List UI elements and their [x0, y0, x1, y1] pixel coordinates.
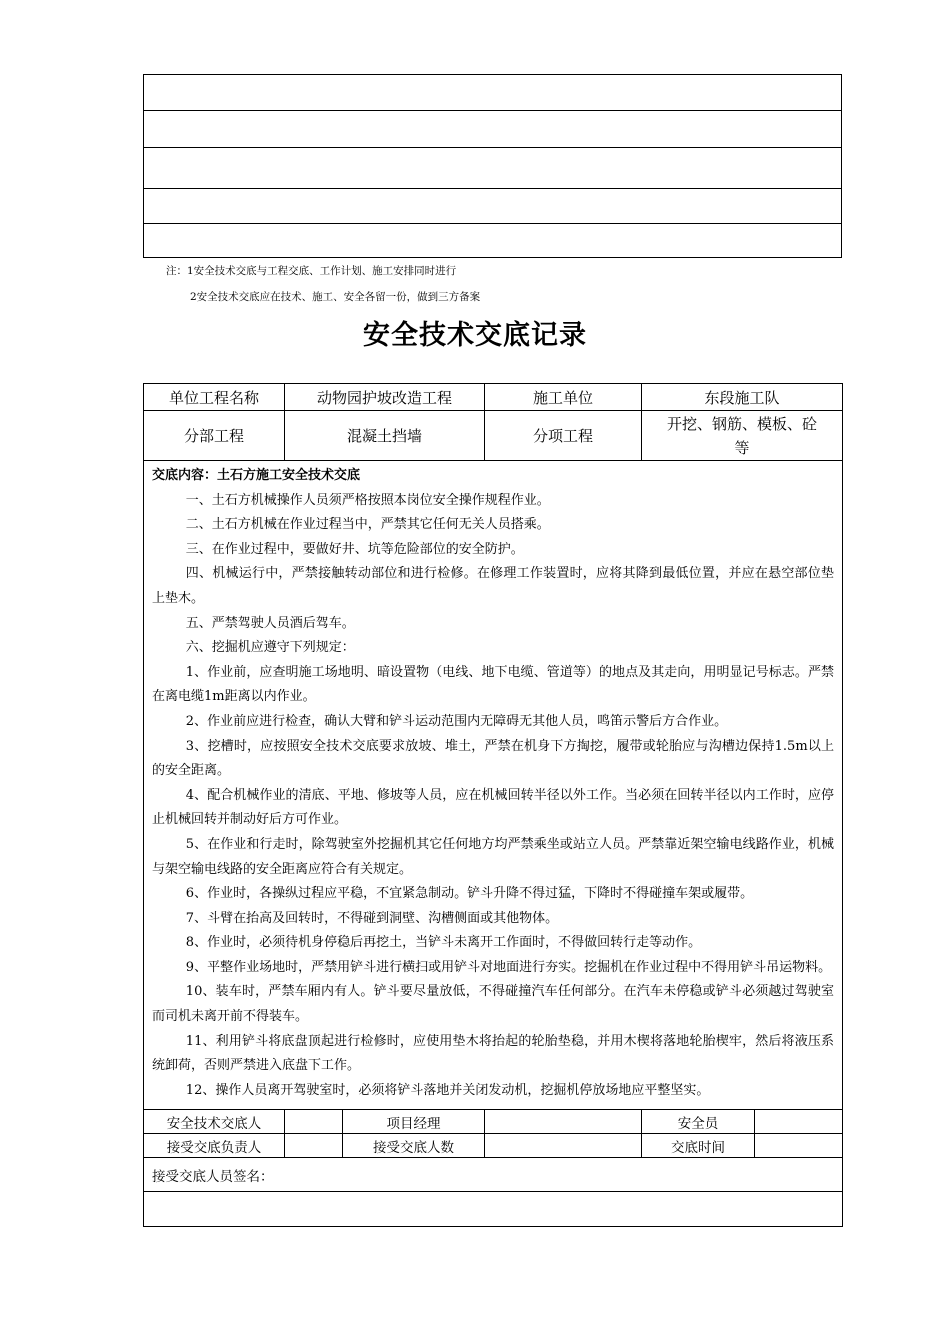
division-label: 分部工程	[144, 411, 285, 461]
content-paragraph: 六、挖掘机应遵守下列规定：	[185, 640, 355, 656]
content-paragraph: 9、平整作业场地时，严禁用铲斗进行横扫或用铲斗对地面进行夯实。挖掘机在作业过程中不得用铲斗吊运物料。	[185, 959, 832, 975]
content-paragraph: 11、利用铲斗将底盘顶起进行检修时，应使用垫木将抬起的轮胎垫稳，并用木楔将落地轮胎楔牢，然后将液压系统卸荷，否则严禁进入底盘下工作。	[152, 1033, 835, 1074]
content-paragraph: 四、机械运行中，严禁接触转动部位和进行检修。在修理工作装置时，应将其降到最低位置，并应在悬空部位垫上垫木。	[152, 566, 835, 606]
content-paragraph: 6、作业时，各操纵过程应平稳，不宜紧急制动。铲斗升降不得过猛，下降时不得碰撞车架或履带。	[185, 886, 754, 902]
blank-row	[144, 75, 842, 111]
content-paragraph: 2、作业前应进行检查，确认大臂和铲斗运动范围内无障碍无其他人员，鸣笛示警后方合作业。	[185, 713, 728, 729]
discloser-label: 安全技术交底人	[144, 1110, 285, 1134]
disclosure-content	[144, 461, 843, 1110]
subitem-value-line2: 等	[734, 438, 750, 457]
content-paragraph: 10、装车时，严禁车厢内有人。铲斗要尽量放低，不得碰撞汽车任何部分。在汽车未停稳或铲斗必须越过驾驶室而司机未离开前不得装车。	[152, 984, 835, 1025]
manager-label: 项目经理	[343, 1110, 485, 1134]
subitem-value-line1: 开挖、钢筋、模板、砼	[667, 414, 818, 433]
content-paragraph: 3、挖槽时，应按照安全技术交底要求放坡、堆土，严禁在机身下方掏挖，履带或轮胎应与沟槽边保持1.5m以上的安全距离。	[152, 738, 835, 779]
content-paragraph: 1、作业前，应查明施工场地明、暗设置物（电线、地下电缆、管道等）的地点及其走向，用明显记号标志。严禁在离电缆1m距离以内作业。	[152, 664, 835, 705]
unit-project-value: 动物园护坡改造工程	[285, 384, 485, 411]
content-paragraph: 8、作业时，必须待机身停稳后再挖土，当铲斗未离开工作面时，不得做回转行走等动作。	[185, 935, 702, 951]
content-paragraph: 5、在作业和行走时，除驾驶室外挖掘机其它任何地方均严禁乘坐或站立人员。严禁靠近架空输电线路作业，机械与架空输电线路的安全距离应符合有关规定。	[152, 836, 835, 877]
content-paragraph: 4、配合机械作业的清底、平地、修坡等人员，应在机械回转半径以外工作。当必须在回转半径以内工作时，应停止机械回转并制动好后方可作业。	[152, 787, 835, 828]
blank-row	[144, 189, 842, 224]
receiver-sign-label: 接受交底人员签名：	[144, 1158, 843, 1192]
safety-officer-value[interactable]	[755, 1110, 843, 1134]
content-paragraph: 二、土石方机械在作业过程当中，严禁其它任何无关人员搭乘。	[185, 517, 550, 533]
note-2: 2安全技术交底应在技术、施工、安全各留一份，做到三方备案	[190, 291, 481, 303]
unit-project-label: 单位工程名称	[144, 384, 285, 411]
blank-row	[144, 224, 842, 258]
time-label: 交底时间	[642, 1134, 755, 1158]
receiver-count-value[interactable]	[485, 1134, 642, 1158]
manager-value[interactable]	[485, 1110, 642, 1134]
receiver-lead-value[interactable]	[285, 1134, 343, 1158]
safety-officer-label: 安全员	[642, 1110, 755, 1134]
division-value: 混凝土挡墙	[285, 411, 485, 461]
content-heading: 交底内容：土石方施工安全技术交底	[152, 468, 361, 483]
discloser-value[interactable]	[285, 1110, 343, 1134]
construction-unit-value: 东段施工队	[642, 384, 843, 411]
construction-unit-label: 施工单位	[485, 384, 642, 411]
blank-row	[144, 111, 842, 148]
time-value[interactable]	[755, 1134, 843, 1158]
receiver-sign-area[interactable]	[144, 1192, 843, 1227]
safety-disclosure-table	[143, 383, 843, 1227]
receiver-count-label: 接受交底人数	[343, 1134, 485, 1158]
note-1: 注：1安全技术交底与工程交底、工作计划、施工安排同时进行	[166, 265, 457, 277]
previous-record-table	[143, 74, 842, 258]
content-paragraph: 五、严禁驾驶人员酒后驾车。	[185, 615, 355, 631]
subitem-label: 分项工程	[485, 411, 642, 461]
blank-row	[144, 148, 842, 189]
content-paragraph: 12、操作人员离开驾驶室时，必须将铲斗落地并关闭发动机，挖掘机停放场地应平整坚实。	[185, 1082, 710, 1098]
content-paragraph: 一、土石方机械操作人员须严格按照本岗位安全操作规程作业。	[185, 492, 550, 508]
receiver-lead-label: 接受交底负责人	[144, 1134, 285, 1158]
content-paragraph: 7、斗臂在抬高及回转时，不得碰到洞壁、沟槽侧面或其他物体。	[185, 910, 559, 926]
subitem-value	[642, 411, 843, 461]
page-title: 安全技术交底记录	[363, 320, 587, 351]
content-paragraph: 三、在作业过程中，要做好井、坑等危险部位的安全防护。	[185, 541, 524, 557]
